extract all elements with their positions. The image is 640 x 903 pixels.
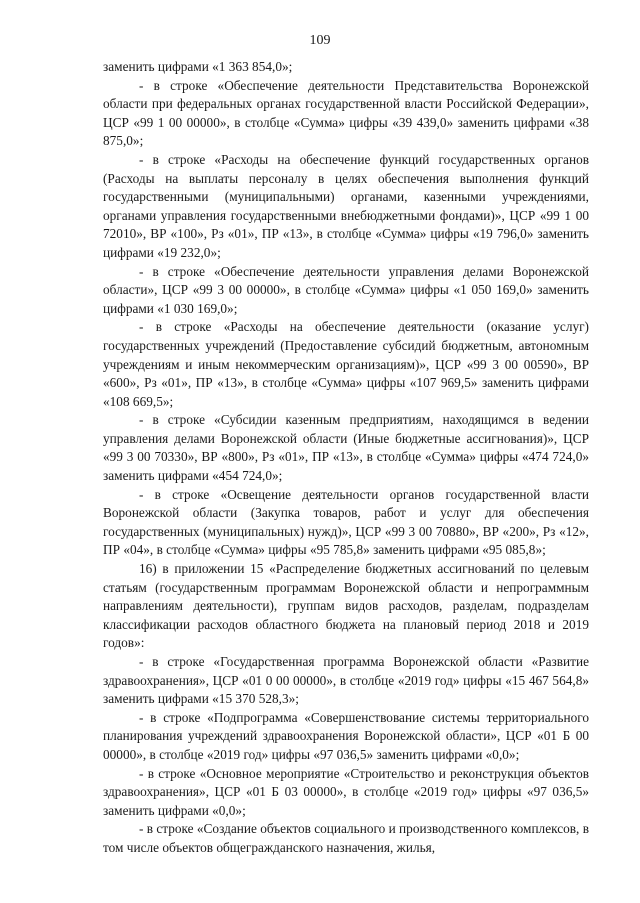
paragraph: - в строке «Освещение деятельности органов государственной власти Воронежской области (Закупка товаров, работ и услуг для обеспечения государственных (муниципальных) нужд)», ЦСР «99 3 00 70880», ВР «200», Рз «12», ПР «04», в столбце «Сумма» цифры «95 785,8» заменить цифрами «95 085,8»; [103,486,589,558]
paragraph: - в строке «Подпрограмма «Совершенствование системы территориального планирования учреждений здравоохранения Воронежской области», ЦСР «01 Б 00 00000», в столбце «2019 год» цифры «97 036,5» заменить цифрами «0,0»; [103,709,589,762]
paragraph: - в строке «Государственная программа Воронежской области «Развитие здравоохранения», ЦСР «01 0 00 00000», в столбце «2019 год» цифры «15 467 564,8» заменить цифрами «15 370 528,3»; [103,654,589,707]
paragraph: - в строке «Основное мероприятие «Строительство и реконструкция объектов здравоохранения», ЦСР «01 Б 03 00000», в столбце «2019 год» цифры «97 036,5» заменить цифрами «0,0»; [103,765,589,818]
paragraph: - в строке «Обеспечение деятельности управления делами Воронежской области», ЦСР «99 3 00 00000», в столбце «Сумма» цифры «1 050 169,0» заменить цифрами «1 030 169,0»; [103,263,589,316]
paragraph: - в строке «Субсидии казенным предприятиям, находящимся в ведении управления делами Воронежской области (Иные бюджетные ассигнования)», ЦСР «99 3 00 70330», ВР «800», Рз «01», ПР «13», в столбце «Сумма» цифры «474 724,0» заменить цифрами «454 724,0»; [103,412,589,484]
paragraph-item-16: 16) в приложении 15 «Распределение бюджетных ассигнований по целевым статьям (государственным программам Воронежской области и непрограммным направлениям деятельности), группам видов расходов, разделам, подразделам классификации расходов областного бюджета на плановый период 2018 и 2019 годов»: [103,561,589,651]
paragraph: - в строке «Расходы на обеспечение деятельности (оказание услуг) государственных учреждений (Предоставление субсидий бюджетным, автономным учреждениям и иным некоммерческим организациям)», ЦСР «99 3 00 00590», ВР «600», Рз «01», ПР «13», в столбце «Сумма» цифры «107 969,5» заменить цифрами «108 669,5»; [103,319,589,409]
paragraph: - в строке «Обеспечение деятельности Представительства Воронежской области при федеральных органах государственной власти Российской Федерации», ЦСР «99 1 00 00000», в столбце «Сумма» цифры «39 439,0» заменить цифрами «38 875,0»; [103,77,589,149]
paragraph: - в строке «Расходы на обеспечение функций государственных органов (Расходы на выплаты персоналу в целях обеспечения выполнения функций государственными (муниципальными) органами, казенными учреждениями, органами управления государственными внебюджетными фондами)», ЦСР «99 1 00 72010», ВР «100», Рз «01», ПР «13», в столбце «Сумма» цифры «19 796,0» заменить цифрами «19 232,0»; [103,151,589,260]
document-body [103,58,589,858]
paragraph: - в строке «Создание объектов социального и производственного комплексов, в том числе объектов общегражданского назначения, жилья, [103,821,589,855]
page-number: 109 [309,33,331,48]
paragraph-continuation: заменить цифрами «1 363 854,0»; [103,59,293,74]
